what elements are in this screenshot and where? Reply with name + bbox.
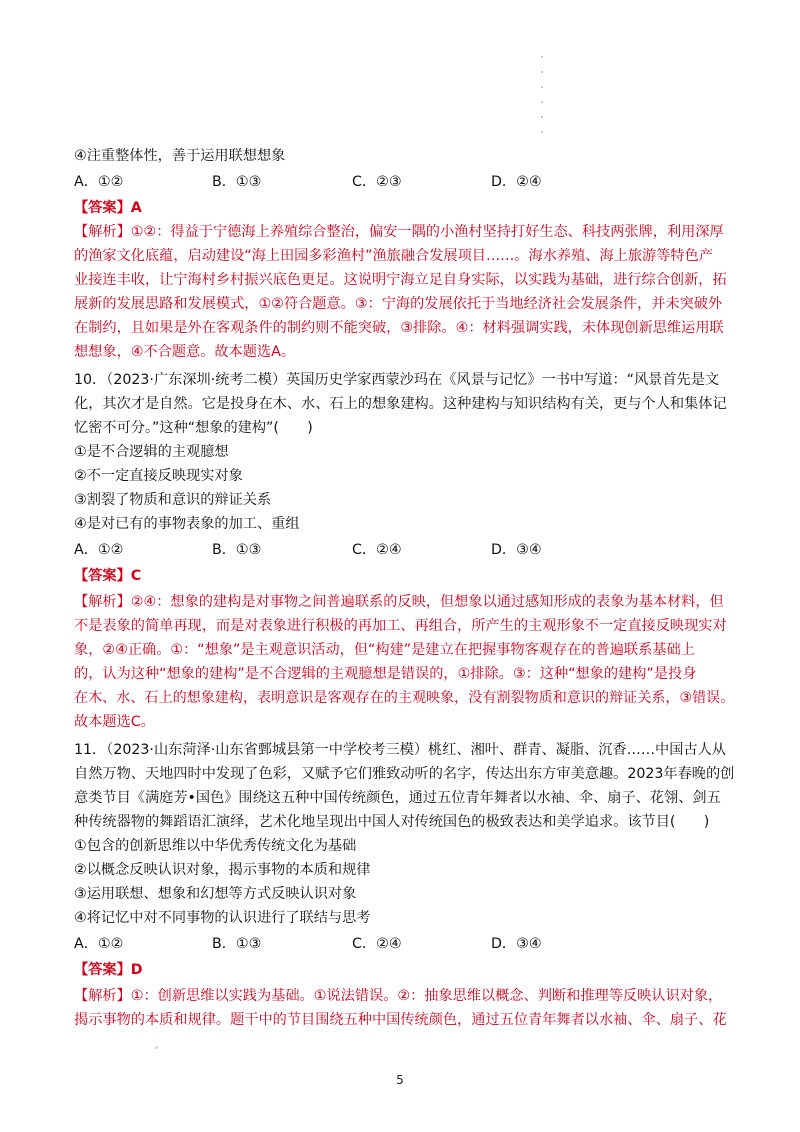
q11-choice-d: D．③④ xyxy=(491,936,542,952)
q10-stem-line: 10．（2023·广东深圳·统考二模）英国历史学家西蒙沙玛在《风景与记忆》一书中写道：“风景首先是文 xyxy=(74,372,720,388)
q10-option: ①是不合逻辑的主观臆想 xyxy=(74,444,229,460)
q11-answer: 【答案】D xyxy=(74,962,143,978)
q9-choice-c: C．②③ xyxy=(352,174,402,190)
q10-option: ③割裂了物质和意识的辩证关系 xyxy=(74,492,272,508)
q10-choice-a: A．①② xyxy=(74,542,124,558)
q11-stem-line: 意类节目《满庭芳•国色》围绕这五种中国传统颜色，通过五位青年舞者以水袖、伞、扇子、花翎、剑五 xyxy=(74,790,721,806)
q10-analysis-line: 不是表象的简单再现，而是对表象进行积极的再加工、再组合，所产生的主观形象不一定直接反映现实对 xyxy=(74,618,727,634)
q10-analysis-line: 在木、水、石上的想象建构，表明意识是客观存在的主观映象，没有割裂物质和意识的辩证关系，③错误。 xyxy=(74,690,735,706)
q11-stem-line: 种传统器物的舞蹈语汇演绎，艺术化地呈现出中国人对传统国色的极致表达和美学追求。该节目( ) xyxy=(74,814,710,830)
q11-stem-line: 11．（2023·山东菏泽·山东省鄄城县第一中学校考三模）桃红、湘叶、群青、凝脂、沉香……中国古人从 xyxy=(74,742,726,758)
q9-analysis-line: 在制约，且如果是外在客观条件的制约则不能突破，③排除。④：材料强调实践，未体现创新思维运用联 xyxy=(74,320,724,336)
q11-choice-c: C．②④ xyxy=(352,936,402,952)
q11-stem-line: 自然万物、天地四时中发现了色彩，又赋予它们雅致动听的名字，传达出东方审美意趣。2023年春晚的创 xyxy=(74,766,735,782)
q10-choices xyxy=(74,538,634,562)
header-dots xyxy=(541,56,545,146)
q10-choice-c: C．②④ xyxy=(352,542,402,558)
page-number: 5 xyxy=(396,1073,404,1087)
q11-option: ②以概念反映认识对象，揭示事物的本质和规律 xyxy=(74,862,371,878)
q10-answer: 【答案】C xyxy=(74,568,142,584)
q9-analysis-line: 想想象，④不合题意。故本题选A。 xyxy=(74,344,296,360)
q9-analysis-line: 展新的发展思路和发展模式，①②符合题意。③：宁海的发展依托于当地经济社会发展条件，并未突破外 xyxy=(74,296,723,312)
scan-artifact xyxy=(155,1046,158,1049)
q10-analysis-line: 【解析】②④：想象的建构是对事物之间普遍联系的反映，但想象以通过感知形成的表象为基本材料，但 xyxy=(74,594,724,610)
q10-analysis-line: 象，②④正确。①：“想象”是主观意识活动，但“构建”是建立在把握事物客观存在的普遍联系基础上 xyxy=(74,642,695,658)
q11-choice-b: B．①③ xyxy=(212,936,262,952)
q11-choice-a: A．①② xyxy=(74,936,124,952)
q11-analysis-line: 【解析】①：创新思维以实践为基础。①说法错误。②：抽象思维以概念、判断和推理等反映认识对象， xyxy=(74,988,723,1004)
q9-analysis-line: 的渔家文化底蕴，启动建设“海上田园多彩渔村”渔旅融合发展项目……。海水养殖、海上旅游等特色产 xyxy=(74,248,713,264)
q9-choice-b: B．①③ xyxy=(212,174,262,190)
q10-analysis-line: 的，认为这种“想象的建构”是不合逻辑的主观臆想是错误的，①排除。③：这种“想象的建构”是投身 xyxy=(74,666,697,682)
q10-stem-line: 化，其次才是自然。它是投身在木、水、石上的想象建构。这种建构与知识结构有关，更与个人和集体记 xyxy=(74,396,727,412)
q10-choice-b: B．①③ xyxy=(212,542,262,558)
q9-choices xyxy=(74,170,634,194)
q10-option: ④是对已有的事物表象的加工、重组 xyxy=(74,516,300,532)
q11-option: ④将记忆中对不同事物的认识进行了联结与思考 xyxy=(74,910,371,926)
q11-option: ③运用联想、想象和幻想等方式反映认识对象 xyxy=(74,886,357,902)
q9-option-4: ④注重整体性，善于运用联想想象 xyxy=(74,148,286,164)
q10-option: ②不一定直接反映现实对象 xyxy=(74,468,243,484)
q10-stem-line: 忆密不可分。”这种“想象的建构”( ) xyxy=(74,420,313,436)
q10-choice-d: D．③④ xyxy=(491,542,542,558)
q11-choices xyxy=(74,932,634,956)
q9-choice-d: D．②④ xyxy=(491,174,542,190)
q9-analysis-line: 【解析】①②：得益于宁德海上养殖综合整治，偏安一隅的小渔村坚持打好生态、科技两张牌，利用深厚 xyxy=(74,224,724,240)
q11-option: ①包含的创新思维以中华优秀传统文化为基础 xyxy=(74,838,357,854)
q9-analysis-line: 业接连丰收，让宁海村乡村振兴底色更足。这说明宁海立足自身实际，以实践为基础，进行综合创新，拓 xyxy=(74,272,727,288)
q10-analysis-line: 故本题选C。 xyxy=(74,714,155,730)
q11-analysis-line: 揭示事物的本质和规律。题干中的节目围绕五种中国传统颜色，通过五位青年舞者以水袖、伞、扇子、花 xyxy=(74,1012,727,1028)
q9-answer: 【答案】A xyxy=(74,200,142,216)
q9-choice-a: A．①② xyxy=(74,174,124,190)
